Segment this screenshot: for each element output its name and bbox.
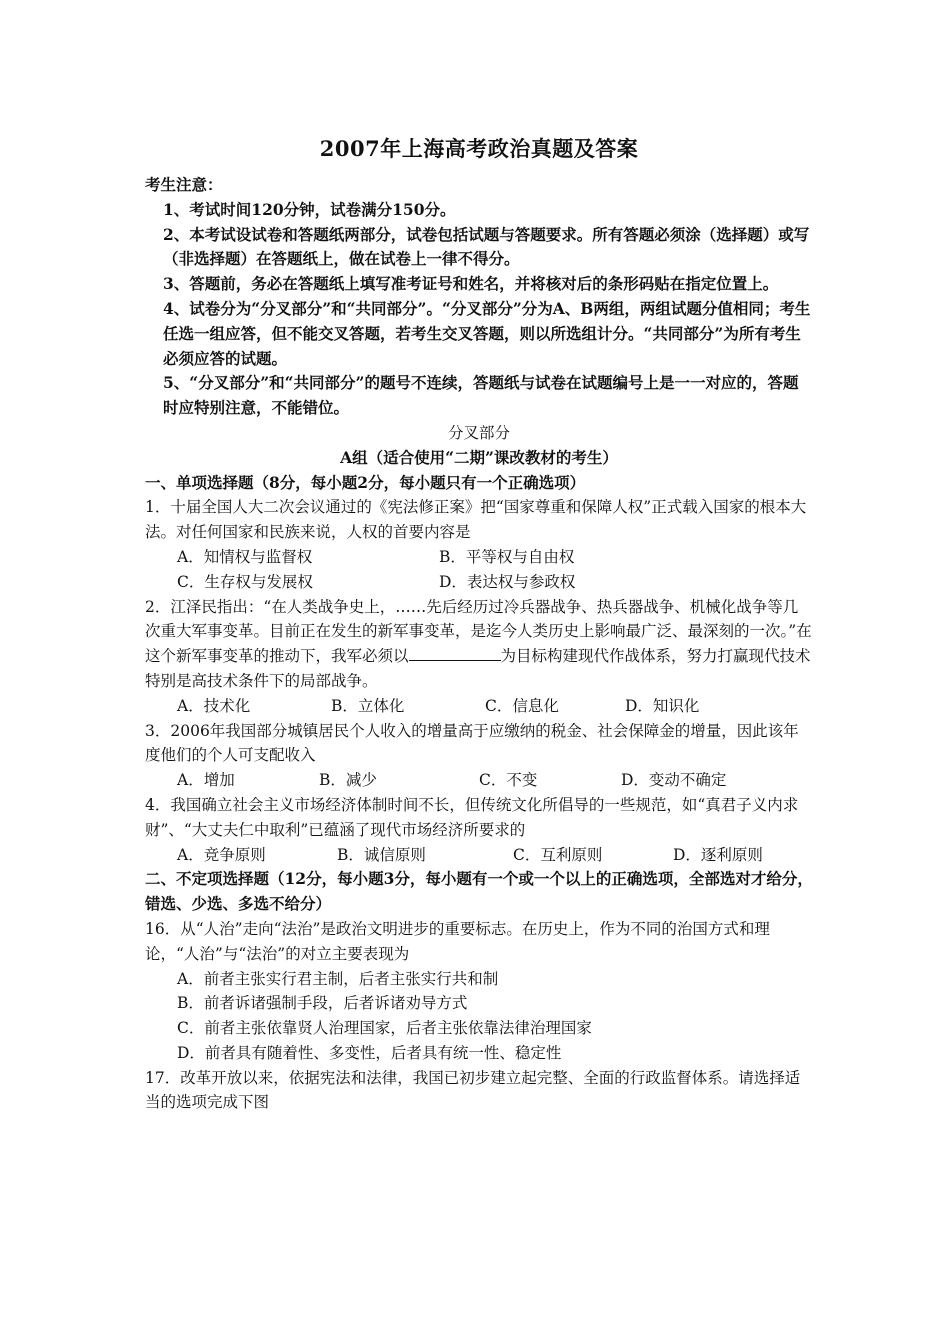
option-b: B．平等权与自由权 <box>439 547 575 566</box>
question-2-stem <box>145 595 813 694</box>
question-4-stem: 4．我国确立社会主义市场经济体制时间不长，但传统文化所倡导的一些规范，如“真君子义内求财”、“大丈夫仁中取利”已蕴涵了现代市场经济所要求的 <box>145 795 799 839</box>
option-a: A．技术化 <box>177 696 251 715</box>
option-c: C．生存权与发展权 <box>177 572 313 591</box>
part-title: 分叉部分 <box>447 423 510 442</box>
question-17-stem: 17．改革开放以来，依据宪法和法律，我国已初步建立起完整、全面的行政监督体系。请选择适当的选项完成下图 <box>145 1068 801 1112</box>
document-title: 2007年上海高考政治真题及答案 <box>319 136 639 161</box>
option-d: D．知识化 <box>625 696 700 715</box>
section2-heading: 二、不定项选择题（12分，每小题3分，每小题有一个或一个以上的正确选项，全部选对才给分，错选、少选、多选不给分） <box>145 869 813 914</box>
option-b: B．诚信原则 <box>337 845 426 864</box>
option-a: A．前者主张实行君主制，后者主张实行共和制 <box>177 969 499 988</box>
question-2-stem-after: 为目标构建现代作战体系，努力打赢现代技术特别是高技术条件下的局部战争。 <box>145 647 811 690</box>
option-b: B．前者诉诸强制手段，后者诉诸劝导方式 <box>177 994 468 1013</box>
option-c: C．前者主张依靠贤人治理国家，后者主张依靠法律治理国家 <box>177 1019 592 1038</box>
option-c: C．信息化 <box>485 696 559 715</box>
notice-item: 2、本考试设试卷和答题纸两部分，试卷包括试题与答题要求。所有答题必须涂（选择题）或写（非选择题）在答题纸上，做在试卷上一律不得分。 <box>163 224 810 269</box>
option-b: B．减少 <box>319 771 377 790</box>
option-c: C．互利原则 <box>513 845 603 864</box>
question-16-stem: 16．从“人治”走向“法治”是政治文明进步的重要标志。在历史上，作为不同的治国方式和理论，“人治”与“法治”的对立主要表现为 <box>145 919 770 963</box>
question-1-stem: 1．十届全国人大二次会议通过的《宪法修正案》把“国家尊重和保障人权”正式载入国家的根本大法。对任何国家和民族来说，人权的首要内容是 <box>145 498 807 542</box>
notice-item: 3、答题前，务必在答题纸上填写准考证号和姓名，并将核对后的条形码贴在指定位置上。 <box>163 274 779 294</box>
notice-heading: 考生注意： <box>145 175 223 194</box>
question-1-options-row1 <box>145 545 813 570</box>
section1-heading: 一、单项选择题（8分，每小题2分，每小题只有一个正确选项） <box>145 472 586 492</box>
option-d: D．表达权与参政权 <box>439 572 576 591</box>
question-1-options-row2 <box>145 570 813 595</box>
question-4-options <box>145 843 813 868</box>
notice-item: 4、试卷分为“分叉部分”和“共同部分”。“分叉部分”分为A、B两组，两组试题分值相同；考生任选一组应答，但不能交叉答题，若考生交叉答题，则以所选组计分。“共同部分”为所有考生必须应答的试题。 <box>163 298 811 368</box>
option-a: A．竞争原则 <box>177 845 266 864</box>
notice-item: 1、考试时间120分钟，试卷满分150分。 <box>163 199 456 219</box>
document-content <box>145 133 813 1115</box>
group-title: A组（适合使用“二期”课改教材的考生） <box>340 447 618 467</box>
question-3-options <box>145 768 813 793</box>
answer-blank <box>409 644 501 661</box>
notice-item: 5、“分叉部分”和“共同部分”的题号不连续，答题纸与试卷在试题编号上是一一对应的，答题时应特别注意，不能错位。 <box>163 373 799 418</box>
question-2-stem-before: 2．江泽民指出：“在人类战争史上，……先后经历过冷兵器战争、热兵器战争、机械化战争等几次重大军事变革。目前正在发生的新军事变革，是迄今人类历史上影响最广泛、最深刻的一次。”在这个新军事变革的推动下，我军必须以 <box>145 597 812 666</box>
option-d: D．逐利原则 <box>673 845 763 864</box>
option-a: A．知情权与监督权 <box>177 547 313 566</box>
option-a: A．增加 <box>177 771 235 790</box>
option-d: D．前者具有随着性、多变性，后者具有统一性、稳定性 <box>177 1043 562 1062</box>
option-c: C．不变 <box>479 771 538 790</box>
question-3-stem: 3．2006年我国部分城镇居民个人收入的增量高于应缴纳的税金、社会保障金的增量，因此该年度他们的个人可支配收入 <box>145 721 799 765</box>
question-2-options <box>145 694 813 719</box>
option-d: D．变动不确定 <box>621 771 727 790</box>
option-b: B．立体化 <box>331 696 405 715</box>
